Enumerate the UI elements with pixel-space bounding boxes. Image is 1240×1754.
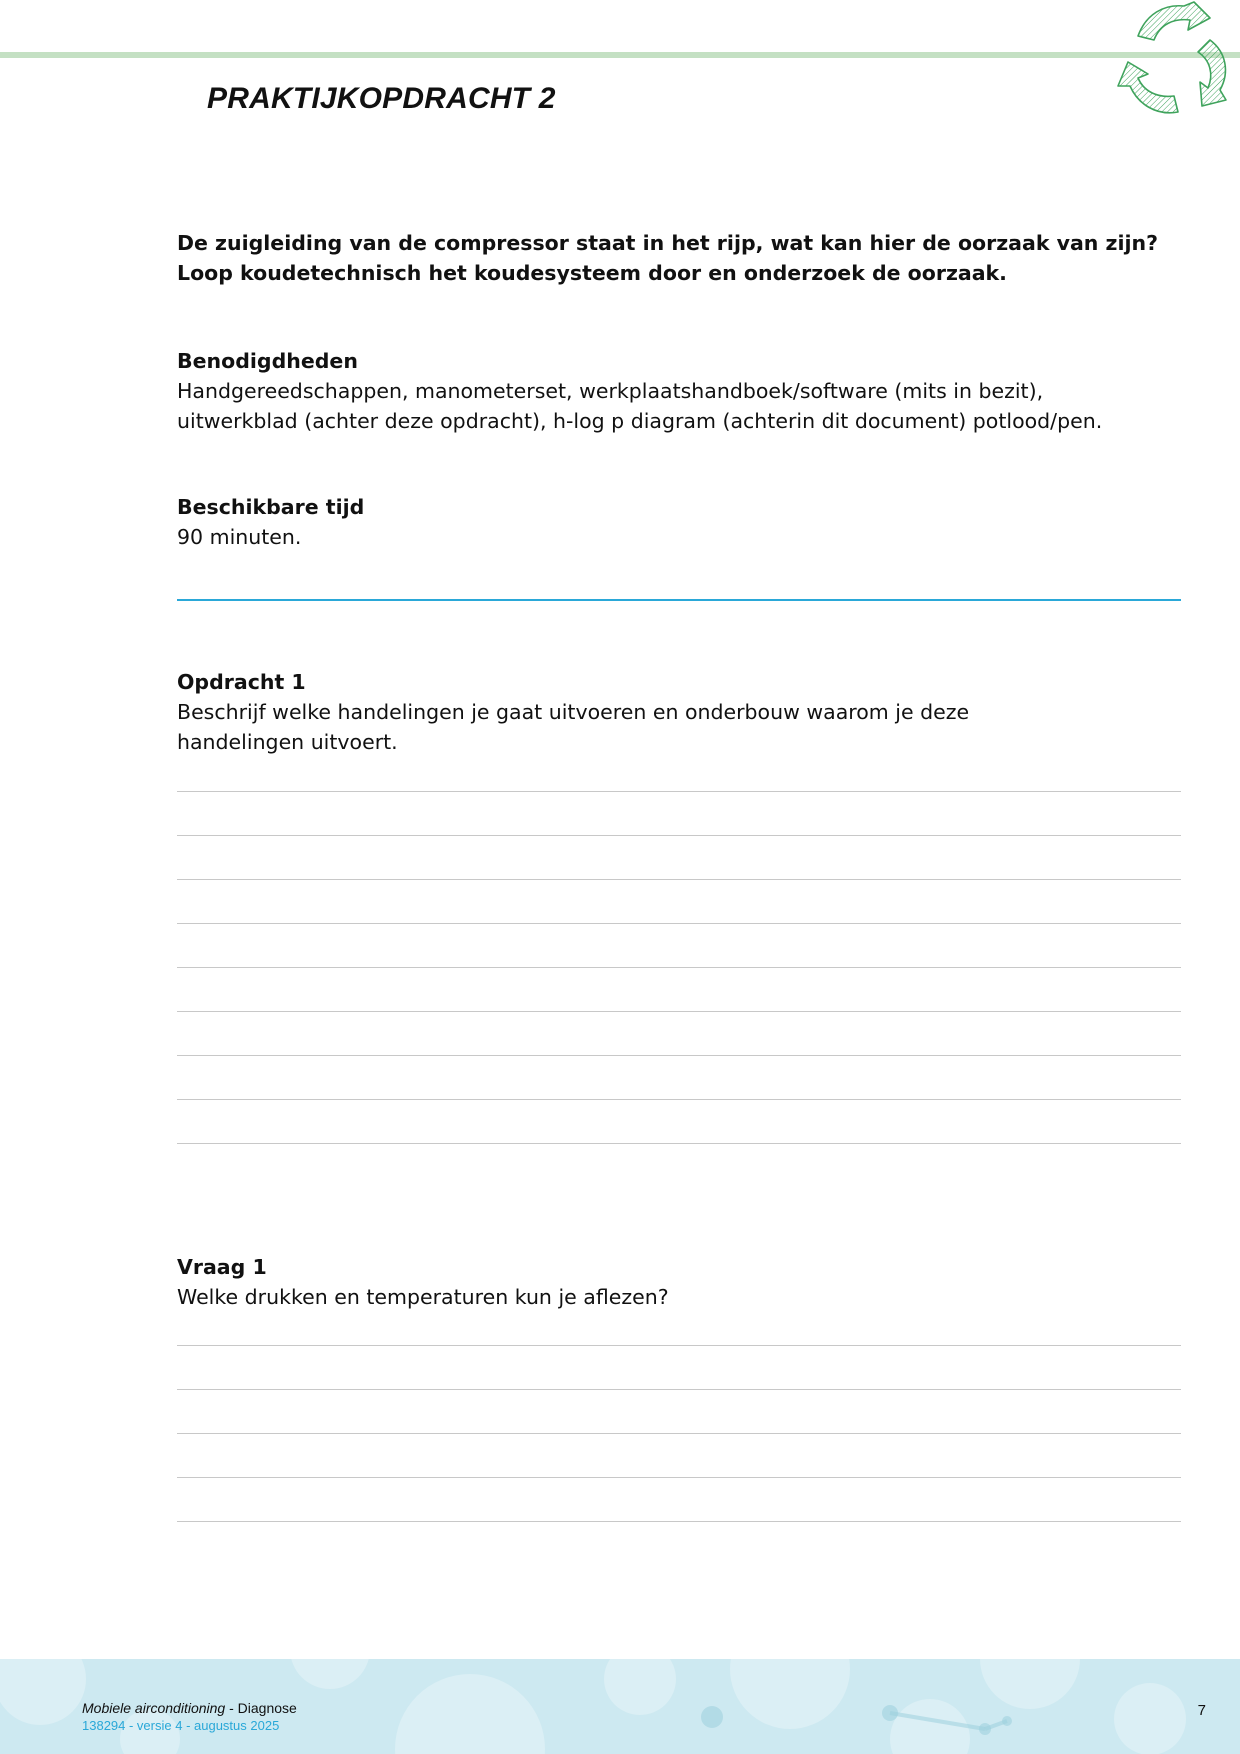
intro-line-1: De zuigleiding van de compressor staat in het rijp, wat kan hier de oorzaak van zijn? bbox=[177, 231, 1159, 255]
answer-line[interactable] bbox=[177, 1056, 1181, 1100]
beschikbare-tijd-text bbox=[177, 522, 1177, 552]
answer-line[interactable] bbox=[177, 1012, 1181, 1056]
opdracht-1-heading: Opdracht 1 bbox=[177, 670, 306, 694]
footer-module-name: - Diagnose bbox=[225, 1700, 297, 1716]
answer-line[interactable] bbox=[177, 1302, 1181, 1346]
beschikbare-tijd-heading: Beschikbare tijd bbox=[177, 495, 365, 519]
footer-version-info: 138294 - versie 4 - augustus 2025 bbox=[82, 1718, 280, 1733]
opdracht-1-line-2: handelingen uitvoert. bbox=[177, 730, 398, 754]
page-title: PRAKTIJKOPDRACHT 2 bbox=[207, 82, 556, 115]
answer-line[interactable] bbox=[177, 836, 1181, 880]
answer-line[interactable] bbox=[177, 924, 1181, 968]
answer-line[interactable] bbox=[177, 1434, 1181, 1478]
opdracht-1-line-1: Beschrijf welke handelingen je gaat uitvoeren en onderbouw waarom je deze bbox=[177, 700, 970, 724]
beschikbare-tijd-value: 90 minuten. bbox=[177, 525, 302, 549]
opdracht-1-answer-area[interactable] bbox=[177, 748, 1181, 1144]
answer-line[interactable] bbox=[177, 880, 1181, 924]
benodigdheden-section bbox=[177, 346, 1177, 436]
answer-line[interactable] bbox=[177, 1478, 1181, 1522]
answer-line[interactable] bbox=[177, 792, 1181, 836]
intro-text bbox=[177, 228, 1159, 288]
benodigdheden-heading: Benodigdheden bbox=[177, 349, 358, 373]
section-divider bbox=[177, 599, 1181, 601]
vraag-1-answer-area[interactable] bbox=[177, 1302, 1181, 1522]
answer-line[interactable] bbox=[177, 748, 1181, 792]
header-accent-rule bbox=[0, 52, 1240, 58]
footer-document-title bbox=[82, 1700, 297, 1716]
page-number: 7 bbox=[1197, 1702, 1206, 1719]
beschikbare-tijd-section bbox=[177, 492, 1177, 552]
benodigdheden-line-2: uitwerkblad (achter deze opdracht), h-log p diagram (achterin dit document) potlood/pen. bbox=[177, 409, 1103, 433]
answer-line[interactable] bbox=[177, 1346, 1181, 1390]
benodigdheden-line-1: Handgereedschappen, manometerset, werkplaatshandboek/software (mits in bezit), bbox=[177, 379, 1044, 403]
answer-line[interactable] bbox=[177, 968, 1181, 1012]
opdracht-1-section bbox=[177, 667, 1177, 757]
vraag-1-heading: Vraag 1 bbox=[177, 1255, 267, 1279]
recycle-icon bbox=[1098, 0, 1240, 118]
answer-line[interactable] bbox=[177, 1390, 1181, 1434]
intro-line-2: Loop koudetechnisch het koudesysteem door en onderzoek de oorzaak. bbox=[177, 261, 1007, 285]
benodigdheden-text bbox=[177, 376, 1177, 436]
footer-course-name: Mobiele airconditioning bbox=[82, 1700, 226, 1716]
answer-line[interactable] bbox=[177, 1100, 1181, 1144]
vraag-1-question: Welke drukken en temperaturen kun je aflezen? bbox=[177, 1285, 669, 1309]
